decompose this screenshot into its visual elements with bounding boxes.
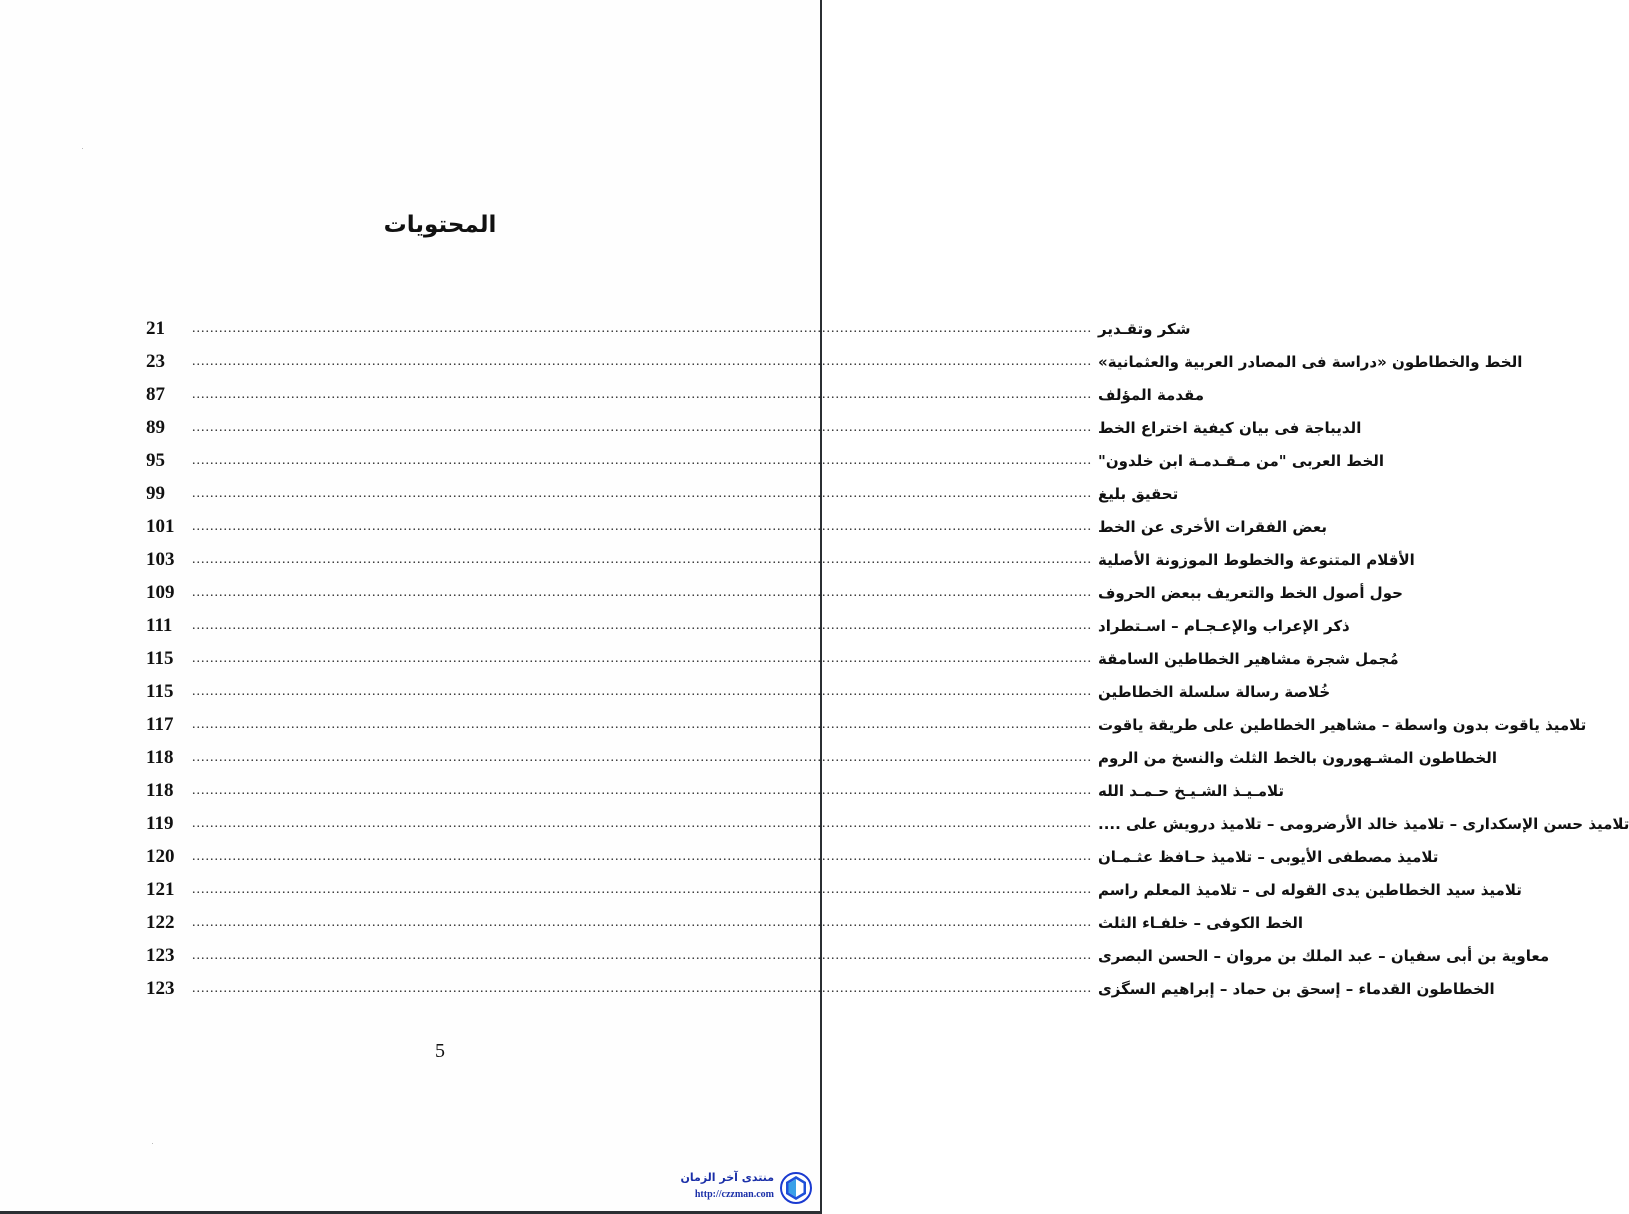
toc-entry-title: تلاميذ مصطفى الأيوبى – تلاميذ حـافظ عثـمـان xyxy=(1098,847,1439,866)
toc-page-number: 120 xyxy=(146,845,175,867)
watermark-url: http://czzman.com xyxy=(694,1189,774,1200)
toc-entry-title: الخطاطون المشـهورون بالخط الثلث والنسخ من الروم xyxy=(1098,748,1497,767)
toc-leader-dots: ........................................................................................................................................................................................................ xyxy=(192,617,1092,633)
toc-leader-dots: ........................................................................................................................................................................................................ xyxy=(192,782,1092,798)
toc-entry-title: مُجمل شجرة مشاهير الخطاطين السامقة xyxy=(1098,649,1399,668)
toc-page-number: 118 xyxy=(146,779,174,801)
toc-leader-dots: ........................................................................................................................................................................................................ xyxy=(192,518,1092,534)
toc-entry xyxy=(146,312,1191,345)
toc-page-number: 23 xyxy=(146,350,165,372)
toc-entry-title: الديباجة فى بيان كيفية اختراع الخط xyxy=(1098,418,1362,437)
toc-page-number: 87 xyxy=(146,383,165,405)
toc-entry xyxy=(146,510,1327,543)
toc-page-number: 103 xyxy=(146,548,175,570)
toc-entry-title: حول أصول الخط والتعريف ببعض الحروف xyxy=(1098,583,1403,602)
toc-page-number: 119 xyxy=(146,812,174,834)
toc-entry xyxy=(146,576,1403,609)
toc-entry xyxy=(146,609,1350,642)
table-of-contents xyxy=(146,312,1629,1005)
toc-leader-dots: ........................................................................................................................................................................................................ xyxy=(192,386,1092,402)
toc-entry-title: معاوية بن أبى سفيان – عبد الملك بن مروان – الحسن البصرى xyxy=(1098,946,1550,965)
watermark-logo xyxy=(638,1170,814,1206)
toc-entry-title: شكر وتقـدير xyxy=(1098,319,1191,338)
toc-entry xyxy=(146,774,1285,807)
toc-leader-dots: ........................................................................................................................................................................................................ xyxy=(192,848,1092,864)
toc-entry xyxy=(146,477,1179,510)
toc-entry-title: الخط والخطاطون «دراسة فى المصادر العربية والعثمانية» xyxy=(1098,352,1523,371)
page-number: 5 xyxy=(435,1040,445,1062)
toc-page-number: 115 xyxy=(146,647,174,669)
toc-page-number: 109 xyxy=(146,581,175,603)
toc-leader-dots: ........................................................................................................................................................................................................ xyxy=(192,980,1092,996)
toc-page-number: 101 xyxy=(146,515,175,537)
toc-entry-title: الأقلام المتنوعة والخطوط الموزونة الأصلية xyxy=(1098,550,1415,569)
toc-entry xyxy=(146,411,1362,444)
toc-leader-dots: ........................................................................................................................................................................................................ xyxy=(192,584,1092,600)
toc-page-number: 111 xyxy=(146,614,173,636)
toc-page-number: 115 xyxy=(146,680,174,702)
hexagon-logo-icon xyxy=(780,1172,812,1204)
toc-entry-title: تحقيق بليغ xyxy=(1098,484,1179,503)
toc-leader-dots: ........................................................................................................................................................................................................ xyxy=(192,716,1092,732)
toc-entry-title: تلاميذ ياقوت بدون واسطة – مشاهير الخطاطين على طريقة ياقوت xyxy=(1098,715,1587,734)
page-title: المحتويات xyxy=(383,212,497,238)
toc-entry-title: خُلاصة رسالة سلسلة الخطاطين xyxy=(1098,682,1331,701)
toc-page-number: 89 xyxy=(146,416,165,438)
toc-leader-dots: ........................................................................................................................................................................................................ xyxy=(192,881,1092,897)
toc-entry xyxy=(146,345,1523,378)
toc-page-number: 121 xyxy=(146,878,175,900)
toc-page-number: 123 xyxy=(146,977,175,999)
toc-leader-dots: ........................................................................................................................................................................................................ xyxy=(192,353,1092,369)
toc-page-number: 117 xyxy=(146,713,174,735)
watermark-name: منتدى آخر الزمان xyxy=(680,1171,774,1184)
toc-leader-dots: ........................................................................................................................................................................................................ xyxy=(192,683,1092,699)
toc-entry xyxy=(146,642,1399,675)
toc-page-number: 118 xyxy=(146,746,174,768)
toc-leader-dots: ........................................................................................................................................................................................................ xyxy=(192,320,1092,336)
toc-leader-dots: ........................................................................................................................................................................................................ xyxy=(192,947,1092,963)
toc-leader-dots: ........................................................................................................................................................................................................ xyxy=(192,485,1092,501)
toc-entry-title: الخط الكوفى – خلفـاء الثلث xyxy=(1098,913,1303,932)
toc-entry xyxy=(146,444,1385,477)
toc-entry-title: تلاميذ حسن الإسكدارى – تلاميذ خالد الأرضرومى – تلاميذ درويش على .... xyxy=(1098,814,1629,833)
scan-speck xyxy=(82,148,83,149)
toc-entry xyxy=(146,675,1331,708)
toc-leader-dots: ........................................................................................................................................................................................................ xyxy=(192,452,1092,468)
toc-entry-title: تلاميذ سيد الخطاطين يدى القوله لى – تلاميذ المعلم راسم xyxy=(1098,880,1522,899)
toc-entry-title: بعض الفقرات الأخرى عن الخط xyxy=(1098,517,1327,536)
toc-page-number: 123 xyxy=(146,944,175,966)
toc-entry xyxy=(146,873,1522,906)
toc-page-number: 99 xyxy=(146,482,165,504)
toc-page-number: 122 xyxy=(146,911,175,933)
toc-entry xyxy=(146,939,1550,972)
scan-speck xyxy=(152,1143,153,1144)
toc-entry-title: ذكر الإعراب والإعـجـام – اسـتطراد xyxy=(1098,616,1350,635)
toc-leader-dots: ........................................................................................................................................................................................................ xyxy=(192,815,1092,831)
toc-entry xyxy=(146,906,1303,939)
toc-entry xyxy=(146,807,1629,840)
toc-leader-dots: ........................................................................................................................................................................................................ xyxy=(192,650,1092,666)
toc-entry xyxy=(146,741,1497,774)
toc-entry xyxy=(146,378,1205,411)
toc-entry xyxy=(146,708,1587,741)
toc-entry xyxy=(146,543,1415,576)
toc-entry xyxy=(146,972,1495,1005)
toc-leader-dots: ........................................................................................................................................................................................................ xyxy=(192,914,1092,930)
toc-page-number: 21 xyxy=(146,317,165,339)
toc-entry-title: الخط العربى "من مـقـدمـة ابن خلدون" xyxy=(1098,451,1385,470)
toc-leader-dots: ........................................................................................................................................................................................................ xyxy=(192,551,1092,567)
toc-entry-title: تلامـيـذ الشـيـخ حـمـد الله xyxy=(1098,781,1285,800)
toc-leader-dots: ........................................................................................................................................................................................................ xyxy=(192,749,1092,765)
toc-entry-title: مقدمة المؤلف xyxy=(1098,385,1205,404)
toc-entry-title: الخطاطون القدماء – إسحق بن حماد – إبراهيم السگزى xyxy=(1098,979,1495,998)
toc-entry xyxy=(146,840,1439,873)
toc-page-number: 95 xyxy=(146,449,165,471)
toc-leader-dots: ........................................................................................................................................................................................................ xyxy=(192,419,1092,435)
